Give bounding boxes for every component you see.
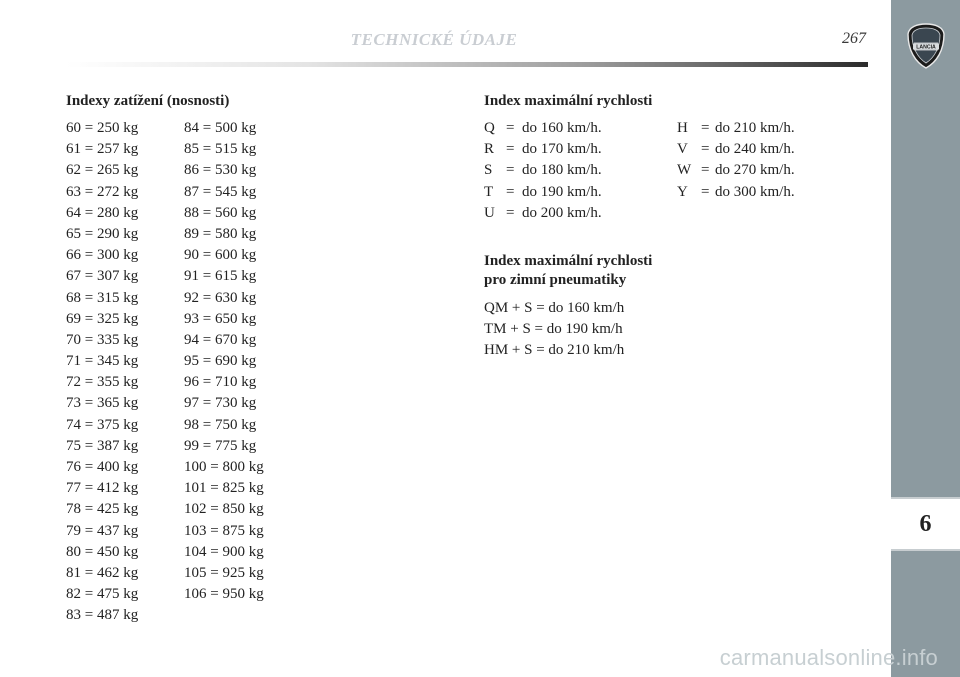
speed-code: Y [677,183,688,200]
load-index-column-1 [66,118,138,627]
speed-equals: = [701,183,710,200]
load-index-row: 95 = 690 kg [184,353,257,370]
speed-value: do 200 km/h. [522,204,602,221]
speed-index-row [677,160,795,181]
load-index-row: 70 = 335 kg [66,331,139,348]
speed-code: V [677,141,688,158]
speed-index-row [484,118,602,139]
load-index-row: 69 = 325 kg [66,310,139,327]
winter-speed-index-heading [484,252,652,290]
lancia-shield-icon [907,23,945,69]
load-index-row: 78 = 425 kg [66,501,139,518]
logo-text: LANCIA [916,44,936,51]
load-index-row: 88 = 560 kg [184,204,257,221]
load-index-row: 66 = 300 kg [66,247,139,264]
load-index-row: 104 = 900 kg [184,543,264,560]
speed-code: R [484,141,495,158]
load-index-row: 74 = 375 kg [66,416,139,433]
speed-code: U [484,204,495,221]
speed-equals: = [506,183,515,200]
speed-index-column-1 [484,118,602,224]
load-index-row: 75 = 387 kg [66,437,139,454]
header-rule [66,62,868,67]
load-index-row: 87 = 545 kg [184,183,257,200]
winter-speed-row: QM + S = do 160 km/h [484,300,625,316]
watermark: carmanualsonline.info [719,645,938,670]
speed-code: Q [484,120,495,136]
speed-value: do 170 km/h. [522,141,602,158]
speed-index-row [677,182,795,203]
speed-value: do 270 km/h. [715,162,795,179]
speed-index-row [484,139,602,160]
load-index-row: 76 = 400 kg [66,459,139,475]
winter-heading-line-2: pro zimní pneumatiky [484,272,627,288]
load-index-row: 93 = 650 kg [184,310,257,327]
load-index-row: 100 = 800 kg [184,459,264,475]
speed-code: T [484,183,494,200]
speed-value: do 160 km/h. [522,120,602,136]
load-index-row: 73 = 365 kg [66,395,139,412]
load-index-row: 63 = 272 kg [66,183,139,200]
load-index-row: 85 = 515 kg [184,141,257,158]
load-index-row: 64 = 280 kg [66,204,139,221]
winter-heading-line-1: Index maximální rychlosti [484,253,653,269]
load-index-column-2 [184,118,264,605]
load-index-row: 97 = 730 kg [184,395,257,412]
load-index-row: 77 = 412 kg [66,480,139,497]
speed-index-row [484,160,602,181]
winter-speed-index-list [484,298,624,362]
speed-equals: = [506,120,515,136]
header-title: TECHNICKÉ ÚDAJE [350,30,518,49]
load-index-row: 65 = 290 kg [66,225,139,242]
speed-equals: = [701,141,710,158]
load-index-row: 60 = 250 kg [66,120,139,136]
load-index-row: 89 = 580 kg [184,225,257,242]
speed-equals: = [701,162,710,179]
load-index-row: 86 = 530 kg [184,162,257,179]
load-index-row: 81 = 462 kg [66,564,139,581]
speed-equals: = [506,162,515,179]
load-index-row: 80 = 450 kg [66,543,139,560]
load-index-row: 92 = 630 kg [184,289,257,306]
load-index-row: 102 = 850 kg [184,501,264,518]
side-strip [891,0,960,677]
load-index-row: 68 = 315 kg [66,289,139,306]
load-index-row: 71 = 345 kg [66,353,139,370]
page-header [0,30,868,54]
speed-value: do 240 km/h. [715,141,795,158]
winter-speed-row: HM + S = do 210 km/h [484,342,625,359]
load-index-row: 105 = 925 kg [184,564,264,581]
speed-value: do 180 km/h. [522,162,602,179]
load-index-row: 98 = 750 kg [184,416,257,433]
load-index-row: 90 = 600 kg [184,247,257,264]
speed-value: do 300 km/h. [715,183,795,200]
speed-index-column-2 [677,118,795,203]
chapter-tab[interactable]: 6 [891,497,960,551]
speed-index-heading: Index maximální rychlosti [484,93,653,109]
speed-code: W [677,162,692,179]
speed-equals: = [701,120,710,136]
speed-index-row [484,182,602,203]
speed-value: do 190 km/h. [522,183,602,200]
load-index-row: 106 = 950 kg [184,586,264,603]
speed-code: S [484,162,493,179]
load-index-heading: Indexy zatížení (nosnosti) [66,93,230,109]
load-index-row: 84 = 500 kg [184,120,257,136]
speed-equals: = [506,141,515,158]
speed-value: do 210 km/h. [715,120,795,136]
load-index-row: 83 = 487 kg [66,607,139,624]
load-index-row: 72 = 355 kg [66,374,139,391]
speed-index-row [677,118,795,139]
speed-index-row [484,203,602,224]
load-index-row: 91 = 615 kg [184,268,257,285]
load-index-row: 79 = 437 kg [66,522,139,539]
load-index-row: 82 = 475 kg [66,586,139,603]
load-index-row: 103 = 875 kg [184,522,264,539]
page-number: 267 [842,30,866,47]
load-index-row: 101 = 825 kg [184,480,264,497]
load-index-row: 99 = 775 kg [184,437,257,454]
load-index-row: 67 = 307 kg [66,268,139,285]
winter-speed-row: TM + S = do 190 km/h [484,321,623,338]
load-index-row: 61 = 257 kg [66,141,139,158]
speed-equals: = [506,204,515,221]
load-index-row: 96 = 710 kg [184,374,257,391]
speed-index-row [677,139,795,160]
load-index-row: 62 = 265 kg [66,162,139,179]
load-index-row: 94 = 670 kg [184,331,257,348]
speed-code: H [677,120,688,136]
